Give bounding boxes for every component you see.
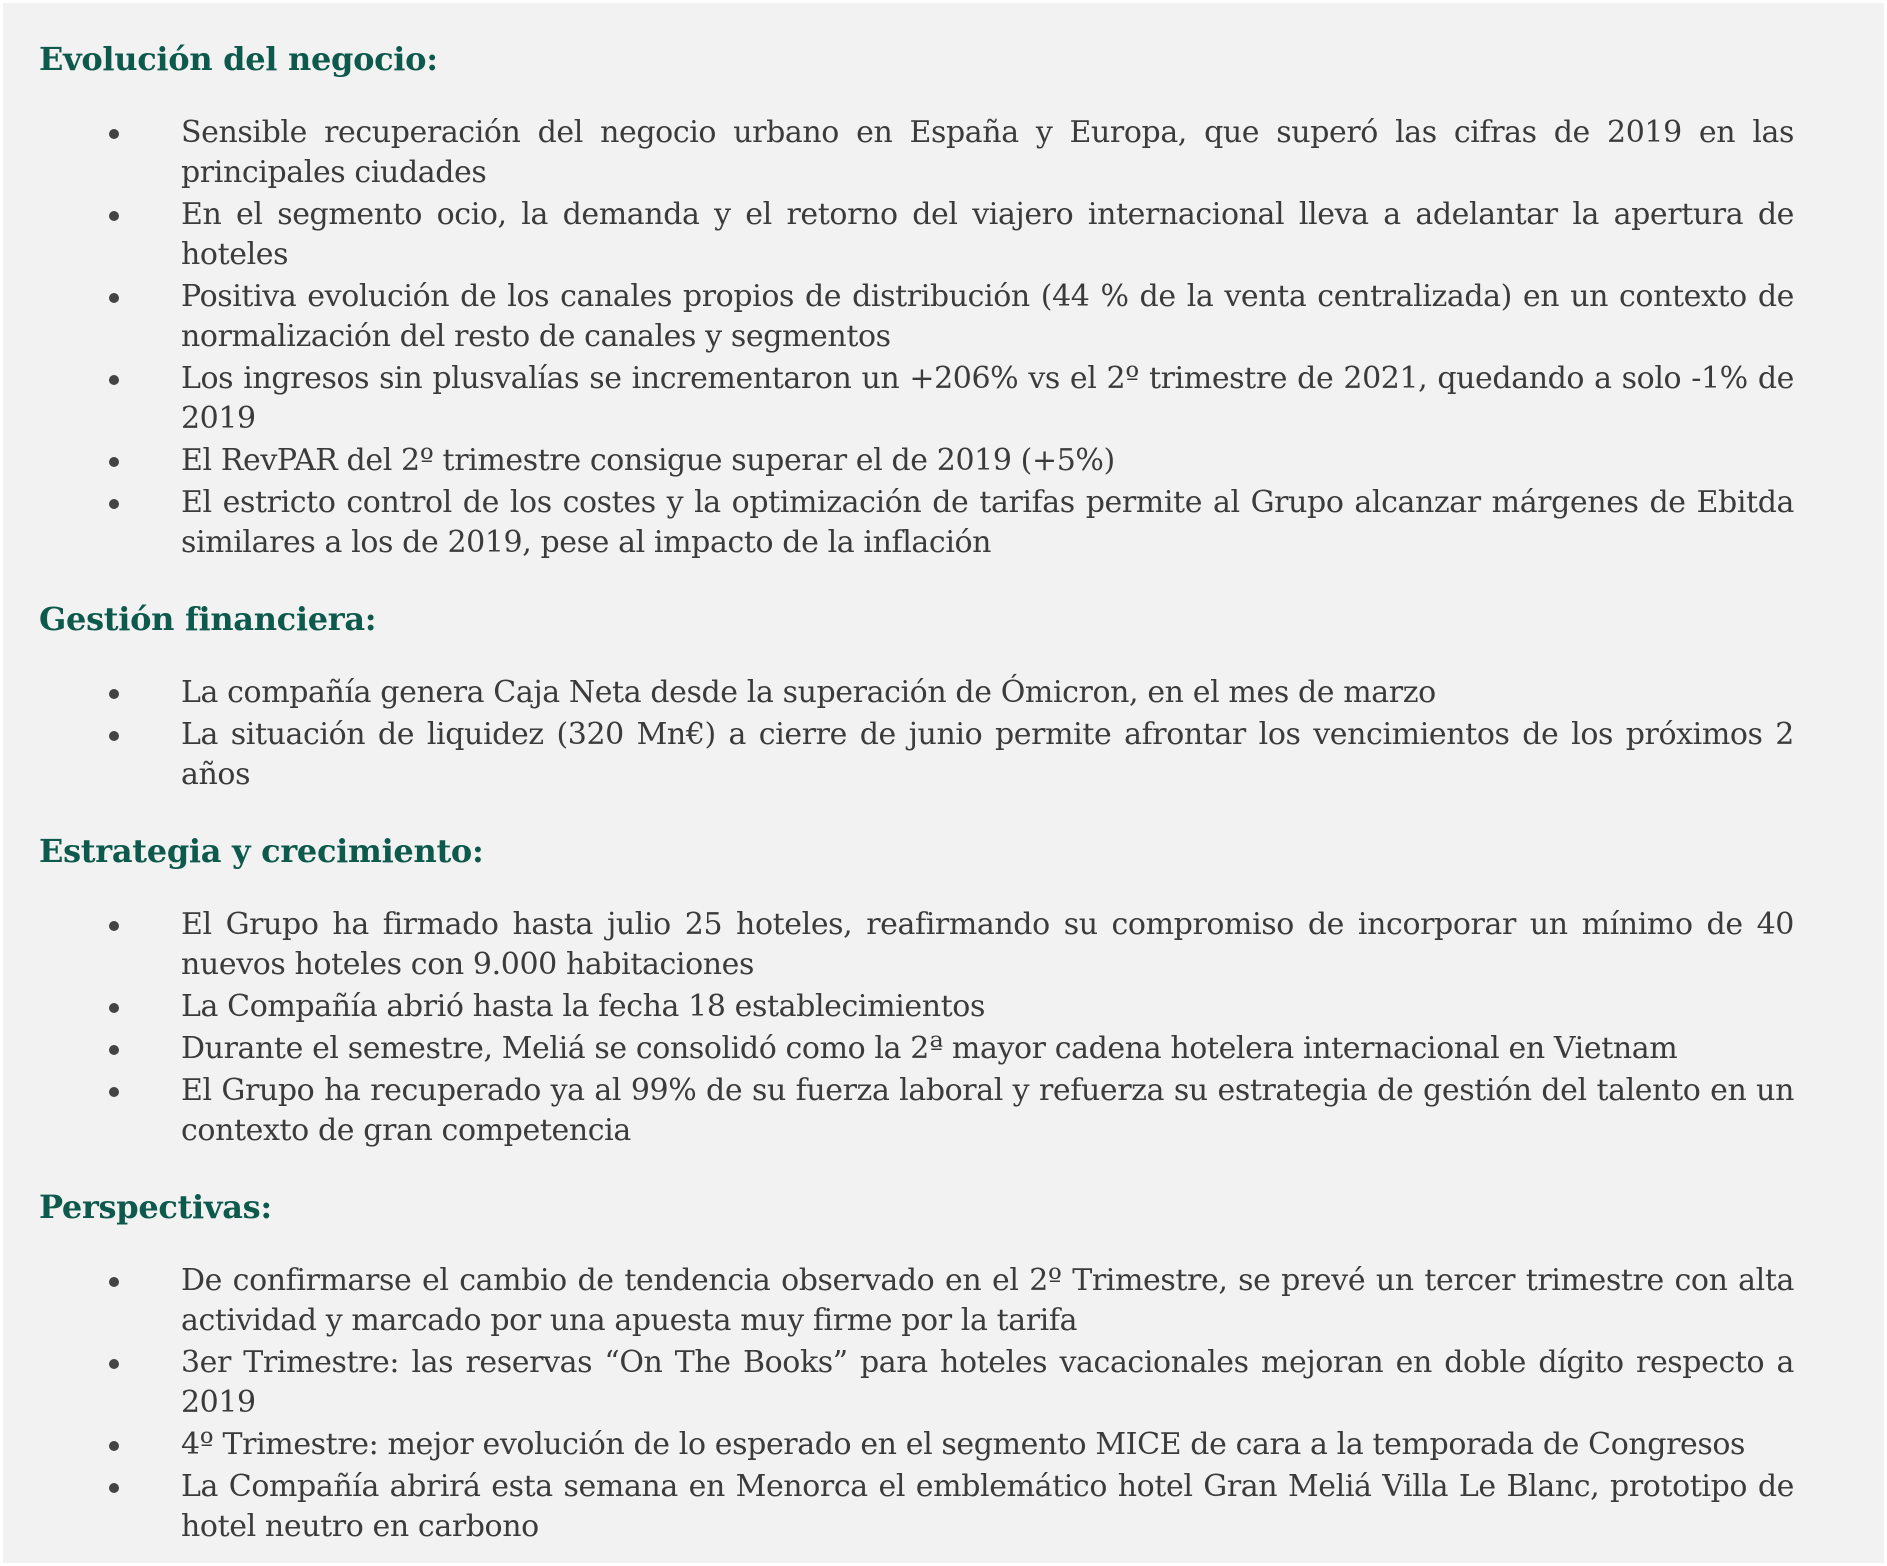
bullet-list [39, 673, 1794, 795]
list-item [39, 673, 1794, 713]
bullet-icon [109, 293, 119, 303]
section-title: Estrategia y crecimiento: [39, 832, 484, 870]
bullet-list [39, 113, 1794, 563]
list-item [39, 1071, 1794, 1151]
list-item [39, 277, 1794, 357]
list-item-text: La Compañía abrirá esta semana en Menorca el emblemático hotel Gran Meliá Villa Le Blanc, prototipo de hotel neutro en carbono [181, 1469, 1794, 1544]
list-item-text: De confirmarse el cambio de tendencia observado en el 2º Trimestre, se prevé un tercer trimestre con alta actividad y marcado por una apuesta muy firme por la tarifa [181, 1263, 1794, 1338]
section-title: Perspectivas: [39, 1188, 272, 1226]
bullet-icon [109, 921, 119, 931]
bullet-list [39, 905, 1794, 1151]
list-item [39, 359, 1794, 439]
bullet-icon [109, 457, 119, 467]
list-item [39, 1343, 1794, 1423]
section-title: Evolución del negocio: [39, 40, 438, 78]
list-item [39, 987, 1794, 1027]
bullet-icon [109, 1087, 119, 1097]
bullet-icon [109, 129, 119, 139]
section-strategy-growth [39, 829, 1794, 1151]
list-item [39, 1467, 1794, 1547]
list-item-text: En el segmento ocio, la demanda y el retorno del viajero internacional lleva a adelantar la apertura de hoteles [181, 197, 1794, 272]
bullet-icon [109, 499, 119, 509]
section-financial-management [39, 597, 1794, 795]
list-item-text: La compañía genera Caja Neta desde la superación de Ómicron, en el mes de marzo [181, 675, 1436, 710]
section-business-evolution [39, 37, 1794, 563]
section-outlook [39, 1185, 1794, 1547]
list-item [39, 441, 1794, 481]
bullet-icon [109, 1483, 119, 1493]
list-item-text: La Compañía abrió hasta la fecha 18 establecimientos [181, 989, 985, 1024]
bullet-icon [109, 731, 119, 741]
list-item [39, 905, 1794, 985]
list-item-text: Durante el semestre, Meliá se consolidó como la 2ª mayor cadena hotelera internacional en Vietnam [181, 1031, 1678, 1066]
list-item [39, 1261, 1794, 1341]
list-item [39, 483, 1794, 563]
bullet-icon [109, 1441, 119, 1451]
list-item [39, 195, 1794, 275]
list-item [39, 715, 1794, 795]
bullet-icon [109, 211, 119, 221]
list-item-text: 4º Trimestre: mejor evolución de lo esperado en el segmento MICE de cara a la temporada de Congresos [181, 1427, 1746, 1462]
list-item-text: La situación de liquidez (320 Mn€) a cierre de junio permite afrontar los vencimientos de los próximos 2 años [181, 717, 1794, 792]
bullet-list [39, 1261, 1794, 1547]
list-item-text: El Grupo ha recuperado ya al 99% de su fuerza laboral y refuerza su estrategia de gestión del talento en un contexto de gran competencia [181, 1073, 1794, 1148]
bullet-icon [109, 1359, 119, 1369]
list-item-text: El Grupo ha firmado hasta julio 25 hoteles, reafirmando su compromiso de incorporar un mínimo de 40 nuevos hoteles con 9.000 habitaciones [181, 907, 1794, 982]
list-item [39, 113, 1794, 193]
document-panel [3, 3, 1884, 1563]
list-item [39, 1425, 1794, 1465]
section-title: Gestión financiera: [39, 600, 377, 638]
bullet-icon [109, 1277, 119, 1287]
bullet-icon [109, 1003, 119, 1013]
list-item-text: 3er Trimestre: las reservas “On The Books” para hoteles vacacionales mejoran en doble dígito respecto a 2019 [181, 1345, 1794, 1420]
list-item-text: El RevPAR del 2º trimestre consigue superar el de 2019 (+5%) [181, 443, 1115, 478]
list-item-text: Los ingresos sin plusvalías se incrementaron un +206% vs el 2º trimestre de 2021, quedando a solo -1% de 2019 [181, 361, 1794, 436]
list-item-text: Sensible recuperación del negocio urbano en España y Europa, que superó las cifras de 2019 en las principales ciudades [181, 115, 1794, 190]
list-item [39, 1029, 1794, 1069]
bullet-icon [109, 375, 119, 385]
list-item-text: Positiva evolución de los canales propios de distribución (44 % de la venta centralizada) en un contexto de normalización del resto de canales y segmentos [181, 279, 1794, 354]
bullet-icon [109, 1045, 119, 1055]
bullet-icon [109, 689, 119, 699]
list-item-text: El estricto control de los costes y la optimización de tarifas permite al Grupo alcanzar márgenes de Ebitda similares a los de 2019, pese al impacto de la inflación [181, 485, 1794, 560]
